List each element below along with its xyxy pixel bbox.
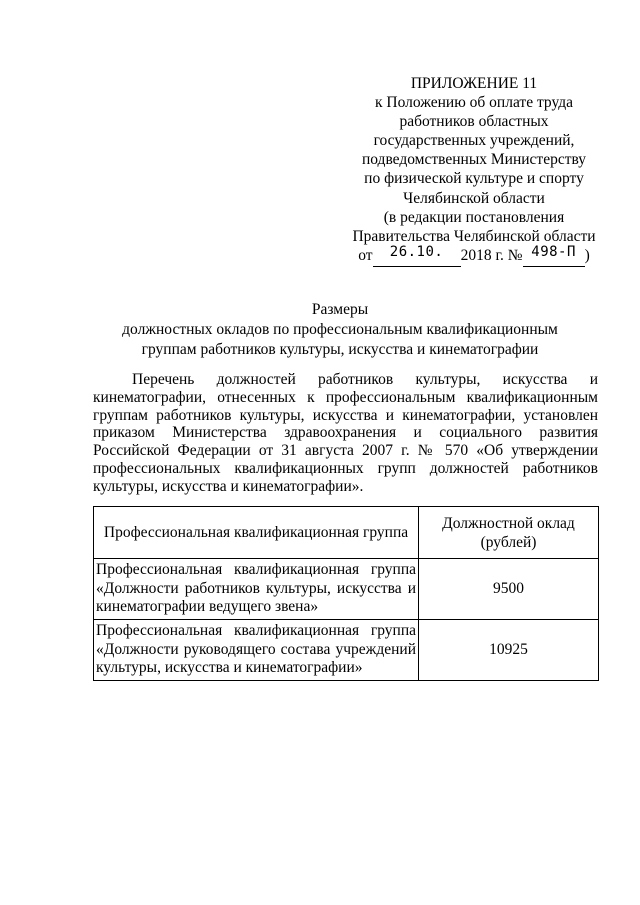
appendix-line: (в редакции постановления bbox=[383, 208, 565, 226]
table-row bbox=[94, 559, 599, 620]
appendix-line: подведомственных Министерству bbox=[361, 151, 587, 169]
heading-subtitle-line: должностных окладов по профессиональным квалификационным bbox=[122, 321, 558, 338]
decree-date: 26.10. bbox=[389, 243, 444, 260]
year-label: 2018 г. № bbox=[460, 246, 523, 264]
heading-subtitle-line: группам работников культуры, искусства и кинематографии bbox=[141, 341, 539, 358]
decree-reference-line bbox=[340, 243, 608, 265]
salary-table bbox=[93, 506, 599, 681]
intro-paragraph: Перечень должностей работников культуры, искусства и кинематографии, отнесенных к профессиональным квалификационным группам работников культуры, искусства и кинематографии, установлен приказом Министерства здравоохранения и социального развития Российской Федерации от 31 августа 2007 г. № 570 «Об утверждении профессиональных квалификационных групп должностей работников культуры, искусства и кинематографии». bbox=[93, 371, 598, 495]
number-blank bbox=[523, 243, 585, 267]
table-row bbox=[94, 620, 599, 681]
appendix-line: работников областных bbox=[399, 113, 549, 131]
from-label: от bbox=[358, 246, 373, 264]
column-header-group: Профессиональная квалификационная группа bbox=[94, 507, 419, 559]
group-name-cell: Профессиональная квалификационная группа «Должности работников культуры, искусства и кинематографии ведущего звена» bbox=[94, 559, 419, 620]
appendix-header bbox=[340, 74, 608, 265]
decree-number: 498-П bbox=[531, 243, 576, 260]
date-blank bbox=[373, 243, 461, 267]
table-header-row bbox=[94, 507, 599, 559]
document-heading bbox=[80, 300, 600, 360]
column-header-salary: Должностной оклад (рублей) bbox=[419, 507, 599, 559]
heading-title: Размеры bbox=[311, 301, 369, 318]
appendix-line: Правительства Челябинской области bbox=[352, 227, 596, 245]
closing-paren: ) bbox=[584, 246, 590, 264]
appendix-line: государственных учреждений, bbox=[373, 132, 575, 150]
appendix-line: к Положению об оплате труда bbox=[374, 94, 574, 112]
salary-cell: 10925 bbox=[419, 620, 599, 681]
appendix-line: Челябинской области bbox=[403, 189, 545, 207]
salary-cell: 9500 bbox=[419, 559, 599, 620]
group-name-cell: Профессиональная квалификационная группа «Должности руководящего состава учреждений культуры, искусства и кинематографии» bbox=[94, 620, 419, 681]
appendix-line: по физической культуре и спорту bbox=[364, 170, 584, 188]
appendix-title: ПРИЛОЖЕНИЕ 11 bbox=[410, 75, 538, 92]
